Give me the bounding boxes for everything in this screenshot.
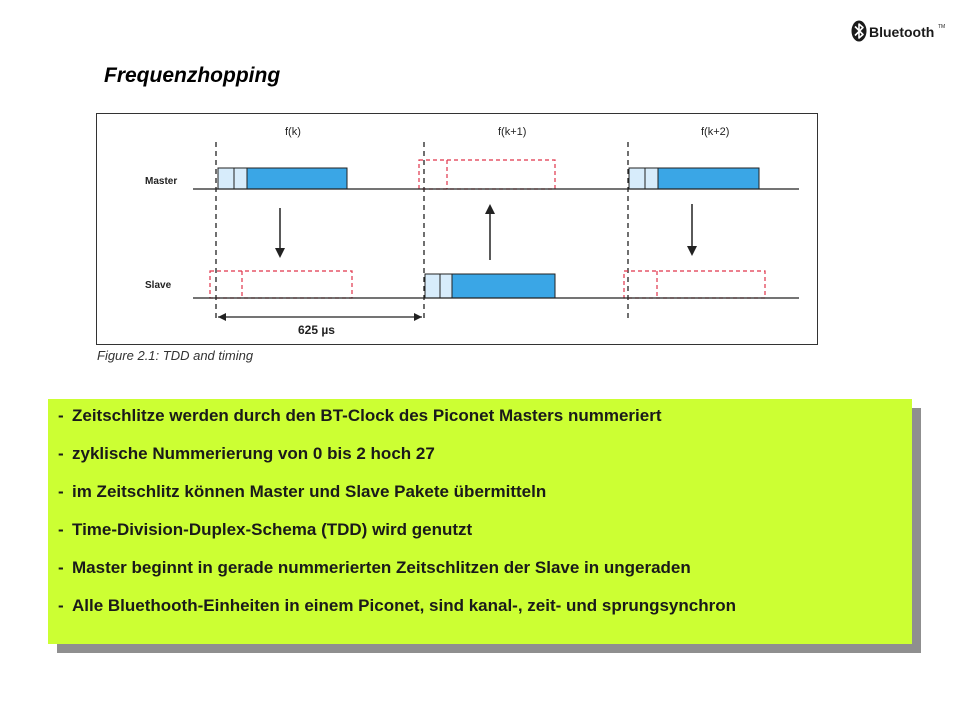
notes-box bbox=[48, 399, 912, 644]
figure-caption: Figure 2.1: TDD and timing bbox=[97, 348, 254, 363]
arrow-down-icon bbox=[275, 208, 285, 258]
duration-dimension bbox=[218, 313, 422, 321]
arrow-down-icon bbox=[687, 204, 697, 256]
arrow-up-icon bbox=[485, 204, 495, 260]
tdd-diagram bbox=[97, 114, 817, 344]
slave-empty-slot bbox=[210, 271, 352, 298]
row-label-master: Master bbox=[145, 176, 178, 187]
freq-label-k: f(k) bbox=[285, 126, 301, 138]
list-item: - im Zeitschlitz können Master und Slave Pakete übermitteln bbox=[58, 482, 547, 501]
list-item: - Zeitschlitze werden durch den BT-Clock des Piconet Masters nummeriert bbox=[58, 406, 662, 425]
master-packet-slot-2 bbox=[629, 168, 759, 189]
notes-list bbox=[58, 405, 912, 616]
slave-empty-slot bbox=[624, 271, 765, 298]
list-item: - Alle Bluethooth-Einheiten in einem Piconet, sind kanal-, zeit- und sprungsynchron bbox=[58, 596, 736, 615]
bluetooth-logo bbox=[850, 18, 950, 44]
list-item: - Time-Division-Duplex-Schema (TDD) wird genutzt bbox=[58, 520, 473, 539]
freq-label-k2: f(k+2) bbox=[701, 126, 730, 138]
tdd-timing-figure bbox=[96, 113, 818, 345]
list-item: - zyklische Nummerierung von 0 bis 2 hoch 27 bbox=[58, 444, 435, 463]
list-item: - Master beginnt in gerade nummerierten Zeitschlitzen der Slave in ungeraden bbox=[58, 558, 691, 577]
logo-trademark: TM bbox=[938, 24, 946, 30]
duration-label: 625 µs bbox=[298, 323, 335, 337]
row-label-slave: Slave bbox=[145, 280, 172, 291]
slide-title: Frequenzhopping bbox=[104, 64, 281, 87]
logo-wordmark: Bluetooth bbox=[869, 24, 935, 40]
master-packet-slot-0 bbox=[218, 168, 347, 189]
freq-label-k1: f(k+1) bbox=[498, 126, 527, 138]
slave-packet-slot-1 bbox=[425, 274, 555, 298]
master-empty-slot bbox=[419, 160, 555, 189]
